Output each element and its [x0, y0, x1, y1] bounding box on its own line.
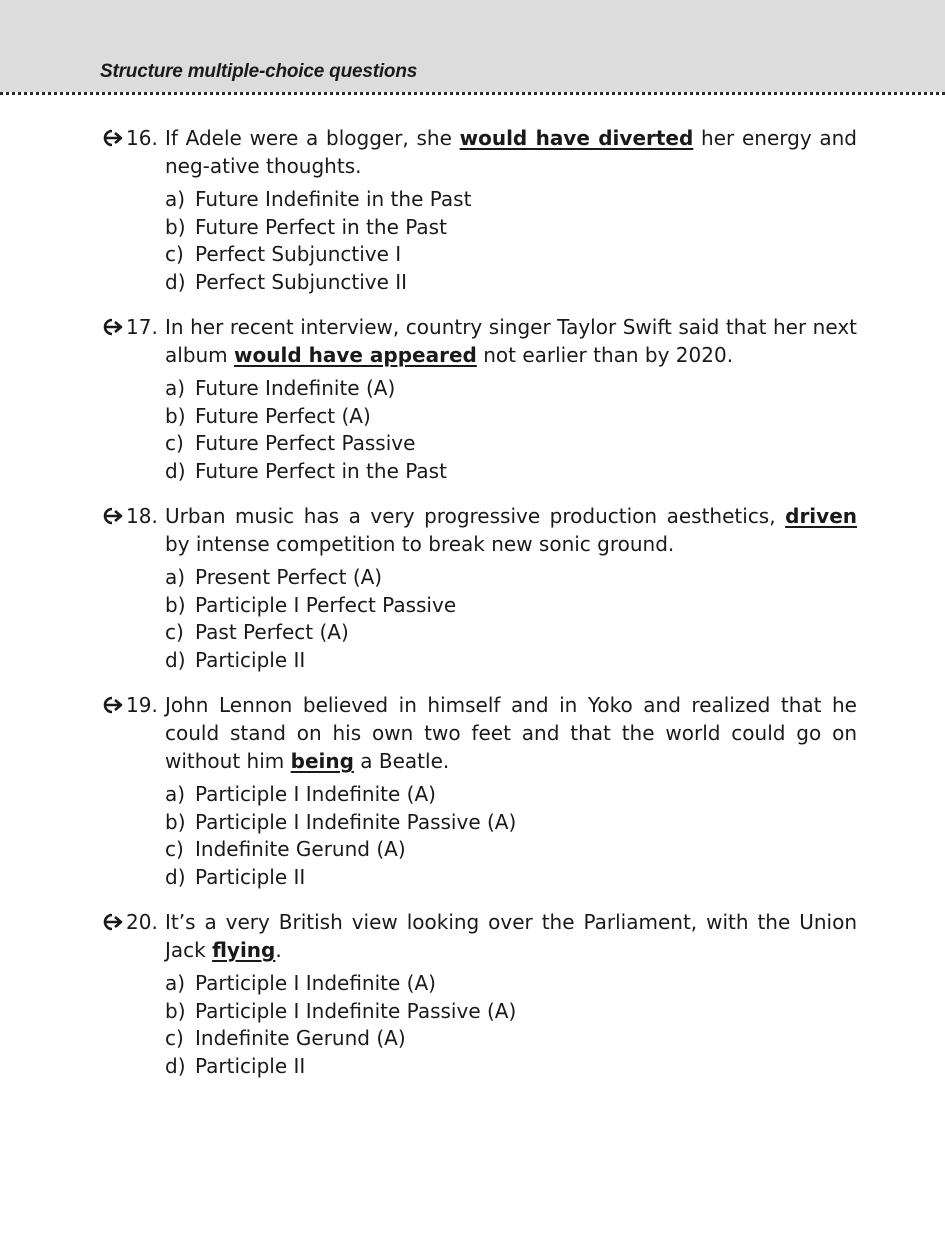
- question-text: In her recent interview, country singer Taylor Swift said that her next album would have appeared not earlier than by 2020.: [165, 315, 857, 367]
- option-c[interactable]: c) Perfect Subjunctive I: [165, 242, 402, 266]
- answer-options: [165, 564, 857, 674]
- question-20: [100, 908, 857, 1080]
- option-b[interactable]: b) Future Perfect (A): [165, 403, 371, 428]
- option-b[interactable]: b) Participle I Indefinite Passive (A): [165, 809, 517, 834]
- option-a[interactable]: a) Present Perfect (A): [165, 565, 383, 589]
- arrow-right-circle-icon: [100, 695, 126, 715]
- underlined-phrase: flying: [212, 938, 276, 962]
- underlined-phrase: driven: [785, 504, 857, 528]
- underlined-phrase: being: [290, 749, 354, 773]
- question-list: [100, 124, 857, 1097]
- option-d[interactable]: d) Participle II: [165, 1053, 306, 1078]
- option-a[interactable]: a) Future Indefinite in the Past: [165, 187, 472, 211]
- answer-options: [165, 781, 857, 891]
- arrow-right-circle-icon: [100, 128, 126, 148]
- question-number: 16.: [126, 126, 158, 150]
- arrow-right-circle-icon: [100, 506, 126, 526]
- question-text: If Adele were a blogger, she would have diverted her energy and neg-ative thoughts.: [165, 126, 858, 178]
- option-b[interactable]: b) Participle I Perfect Passive: [165, 592, 457, 617]
- option-c[interactable]: c) Past Perfect (A): [165, 620, 349, 644]
- question-text: Urban music has a very progressive production aesthetics, driven by intense competition to break new sonic ground.: [165, 504, 857, 556]
- question-18: [100, 502, 857, 674]
- question-text: John Lennon believed in himself and in Yoko and realized that he could stand on his own two feet and that the world could go on without him being a Beatle.: [165, 693, 857, 773]
- option-a[interactable]: a) Participle I Indefinite (A): [165, 782, 436, 806]
- section-title: Structure multiple-choice questions: [100, 61, 418, 82]
- question-number: 19.: [126, 693, 158, 717]
- option-d[interactable]: d) Participle II: [165, 647, 306, 672]
- option-b[interactable]: b) Participle I Indefinite Passive (A): [165, 998, 517, 1023]
- arrow-right-circle-icon: [100, 912, 126, 932]
- page-header: [0, 0, 945, 92]
- underlined-phrase: would have diverted: [459, 126, 694, 150]
- dotted-divider: [0, 92, 945, 95]
- question-16: [100, 124, 857, 296]
- answer-options: [165, 970, 857, 1080]
- option-c[interactable]: c) Future Perfect Passive: [165, 431, 416, 455]
- arrow-right-circle-icon: [100, 317, 126, 337]
- answer-options: [165, 375, 857, 485]
- question-number: 20.: [126, 910, 158, 934]
- answer-options: [165, 186, 857, 296]
- option-a[interactable]: a) Future Indefinite (A): [165, 376, 396, 400]
- question-17: [100, 313, 857, 485]
- question-number: 18.: [126, 504, 158, 528]
- question-text: It’s a very British view looking over the Parliament, with the Union Jack flying.: [165, 910, 857, 962]
- option-d[interactable]: d) Participle II: [165, 864, 306, 889]
- option-a[interactable]: a) Participle I Indefinite (A): [165, 971, 436, 995]
- question-number: 17.: [126, 315, 158, 339]
- option-b[interactable]: b) Future Perfect in the Past: [165, 214, 447, 239]
- option-d[interactable]: d) Perfect Subjunctive II: [165, 269, 408, 294]
- underlined-phrase: would have appeared: [234, 343, 477, 367]
- option-c[interactable]: c) Indefinite Gerund (A): [165, 837, 406, 861]
- option-d[interactable]: d) Future Perfect in the Past: [165, 458, 447, 483]
- question-19: [100, 691, 857, 891]
- option-c[interactable]: c) Indefinite Gerund (A): [165, 1026, 406, 1050]
